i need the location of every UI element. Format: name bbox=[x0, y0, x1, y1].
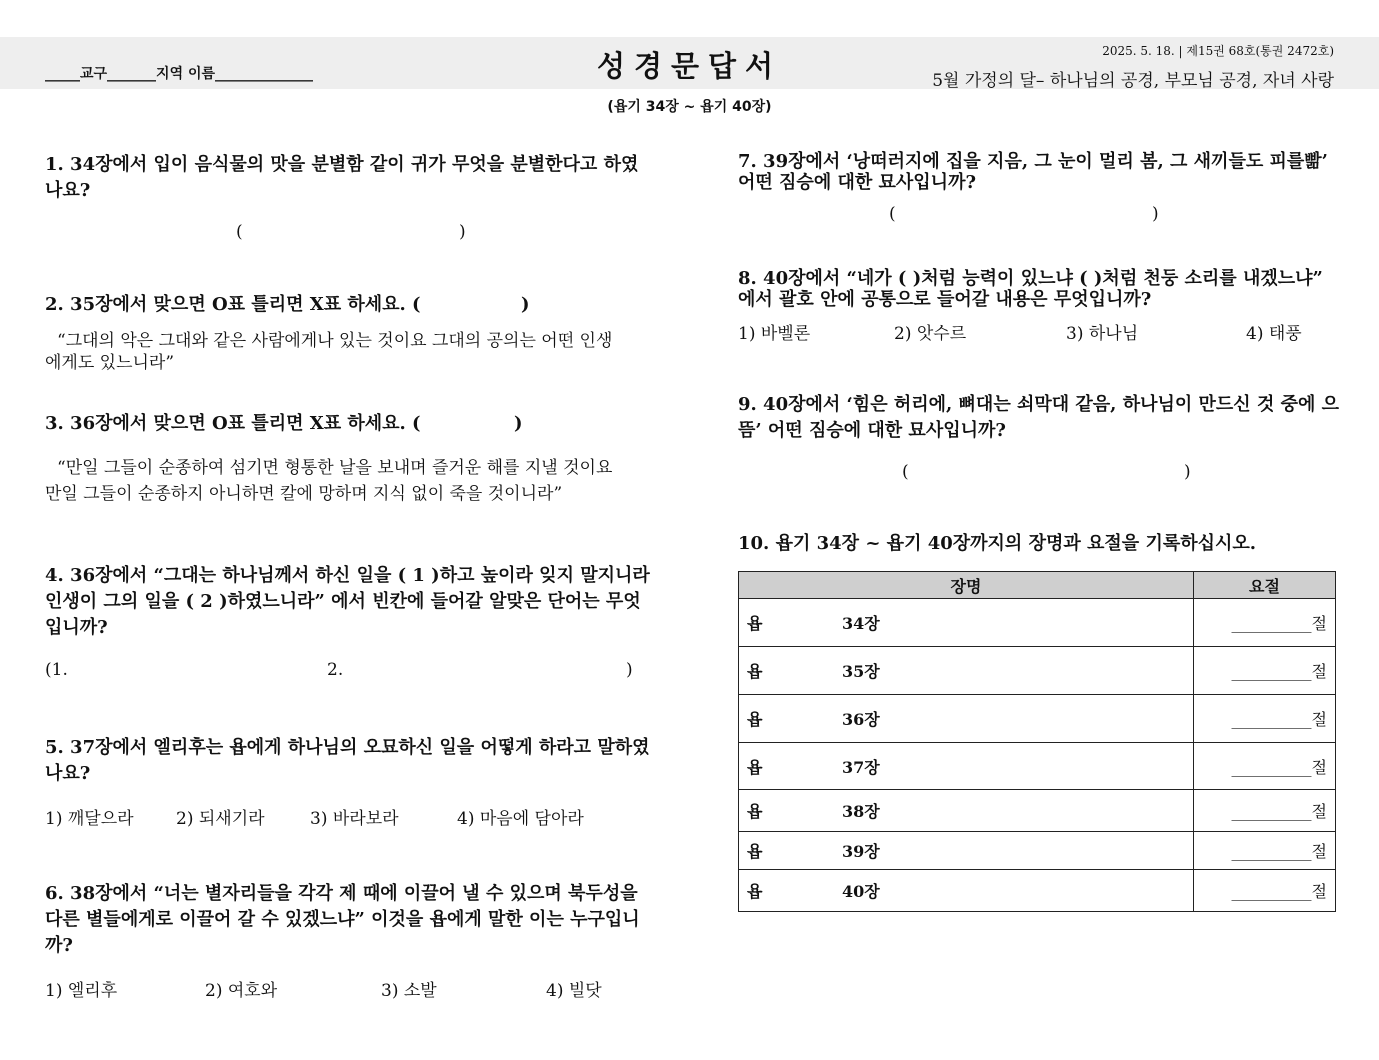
option-6-2[interactable]: 2) 여호와 bbox=[205, 981, 278, 1001]
chapter-label: 36장 bbox=[842, 710, 880, 729]
option-6-3[interactable]: 3) 소발 bbox=[381, 981, 437, 1001]
option-5-2[interactable]: 2) 되새기라 bbox=[176, 809, 265, 829]
question-10: 10. 욥기 34장 ~ 욥기 40장까지의 장명과 요절을 기록하십시오. bbox=[738, 533, 1257, 554]
table-row bbox=[739, 695, 1336, 743]
answer-1-close: ) bbox=[459, 222, 466, 242]
book-label: 욥 bbox=[747, 802, 763, 821]
table-row bbox=[739, 832, 1336, 870]
book-label: 욥 bbox=[747, 882, 763, 901]
chapter-label: 34장 bbox=[842, 614, 880, 633]
option-5-1[interactable]: 1) 깨달으라 bbox=[45, 809, 134, 829]
book-label: 욥 bbox=[747, 710, 763, 729]
options-8 bbox=[738, 319, 1302, 344]
chapter-name-cell bbox=[739, 790, 1194, 832]
question-1-line1: 1. 34장에서 입이 음식물의 맛을 분별함 같이 귀가 무엇을 분별한다고 하였 bbox=[45, 154, 639, 175]
chapter-label: 40장 bbox=[842, 882, 880, 901]
quote-3-line2: 만일 그들이 순종하지 아니하면 칼에 망하며 지식 없이 죽을 것이니라” bbox=[45, 484, 563, 504]
option-8-4[interactable]: 4) 태풍 bbox=[1246, 324, 1302, 344]
answer-7-close: ) bbox=[1152, 204, 1159, 224]
answer-4-close: ) bbox=[626, 660, 633, 680]
book-label: 욥 bbox=[747, 662, 763, 681]
verse-field[interactable]: __________절 bbox=[1194, 832, 1336, 870]
answer-2-close: ) bbox=[521, 294, 530, 315]
question-6-line3: 까? bbox=[45, 935, 73, 956]
month-theme: 5월 가정의 달– 하나님의 공경, 부모님 공경, 자녀 사랑 bbox=[932, 71, 1334, 91]
quote-3 bbox=[45, 455, 612, 507]
verse-field[interactable]: __________절 bbox=[1194, 647, 1336, 695]
question-5-line1: 5. 37장에서 엘리후는 욥에게 하나님의 오묘하신 일을 어떻게 하라고 말하였 bbox=[45, 737, 650, 758]
chapter-verse-table bbox=[738, 571, 1336, 912]
question-8 bbox=[738, 268, 1323, 310]
question-7-line2: 어떤 짐승에 대한 묘사입니까? bbox=[738, 172, 977, 193]
question-7 bbox=[738, 151, 1328, 193]
question-8-line1: 8. 40장에서 “네가 ( )처럼 능력이 있느냐 ( )처럼 천둥 소리를 내겠느냐” bbox=[738, 268, 1323, 289]
book-label: 욥 bbox=[747, 614, 763, 633]
question-2: 2. 35장에서 맞으면 O표 틀리면 X표 하세요. ( bbox=[45, 294, 421, 315]
name-fields: _____교구_______지역 이름______________ bbox=[45, 66, 314, 82]
answer-9-close: ) bbox=[1184, 462, 1191, 482]
table-row bbox=[739, 743, 1336, 790]
quote-2-line1: “그대의 악은 그대와 같은 사람에게나 있는 것이요 그대의 공의는 어떤 인생 bbox=[57, 331, 613, 351]
question-9 bbox=[738, 392, 1339, 444]
question-4-line2: 인생이 그의 일을 ( 2 )하였느니라” 에서 빈칸에 들어갈 알맞은 단어는 무엇 bbox=[45, 591, 641, 612]
question-1 bbox=[45, 152, 638, 204]
page-title: 성경문답서 bbox=[596, 49, 783, 83]
column-header-name: 장명 bbox=[739, 572, 1194, 599]
option-8-1[interactable]: 1) 바벨론 bbox=[738, 324, 811, 344]
chapter-name-cell bbox=[739, 870, 1194, 912]
question-5-line2: 나요? bbox=[45, 763, 91, 784]
question-4 bbox=[45, 563, 650, 641]
quote-2 bbox=[45, 330, 612, 374]
table-row bbox=[739, 647, 1336, 695]
quote-3-line1: “만일 그들이 순종하여 섬기면 형통한 날을 보내며 즐거운 해를 지낼 것이요 bbox=[57, 458, 613, 478]
answer-7-open: ( bbox=[889, 204, 896, 224]
answer-3-close: ) bbox=[514, 413, 523, 434]
question-6-line1: 6. 38장에서 “너는 별자리들을 각각 제 때에 이끌어 낼 수 있으며 북두성을 bbox=[45, 883, 638, 904]
question-9-line1: 9. 40장에서 ‘힘은 허리에, 뼈대는 쇠막대 같음, 하나님이 만드신 것 중에 으 bbox=[738, 394, 1340, 415]
option-6-4[interactable]: 4) 빌닷 bbox=[546, 981, 602, 1001]
question-3: 3. 36장에서 맞으면 O표 틀리면 X표 하세요. ( bbox=[45, 413, 421, 434]
options-5 bbox=[45, 804, 584, 829]
chapter-name-cell bbox=[739, 743, 1194, 790]
question-6-line2: 다른 별들에게로 이끌어 갈 수 있겠느냐” 이것을 욥에게 말한 이는 누구입니 bbox=[45, 909, 640, 930]
issue-info: 2025. 5. 18. | 제15권 68호(통권 2472호) bbox=[1102, 44, 1334, 58]
chapter-name-cell bbox=[739, 599, 1194, 647]
option-8-2[interactable]: 2) 앗수르 bbox=[894, 324, 967, 344]
book-label: 욥 bbox=[747, 757, 763, 777]
verse-field[interactable]: __________절 bbox=[1194, 790, 1336, 832]
chapter-label: 38장 bbox=[842, 802, 880, 821]
table-row bbox=[739, 870, 1336, 912]
table-row bbox=[739, 599, 1336, 647]
verse-field[interactable]: __________절 bbox=[1194, 599, 1336, 647]
chapter-name-cell bbox=[739, 695, 1194, 743]
column-header-verse: 요절 bbox=[1194, 572, 1336, 599]
book-label: 욥 bbox=[747, 842, 763, 861]
answer-4-blank2: 2. bbox=[327, 660, 344, 680]
question-5 bbox=[45, 735, 650, 787]
chapter-label: 35장 bbox=[842, 662, 880, 681]
answer-9-open: ( bbox=[902, 462, 909, 482]
verse-field[interactable]: __________절 bbox=[1194, 870, 1336, 912]
question-6 bbox=[45, 881, 640, 959]
question-4-line1: 4. 36장에서 “그대는 하나님께서 하신 일을 ( 1 )하고 높이라 잊지 말지니라 bbox=[45, 565, 650, 586]
option-8-3[interactable]: 3) 하나님 bbox=[1066, 324, 1139, 344]
option-6-1[interactable]: 1) 엘리후 bbox=[45, 981, 118, 1001]
options-6 bbox=[45, 976, 602, 1001]
chapter-name-cell bbox=[739, 832, 1194, 870]
question-7-line1: 7. 39장에서 ‘낭떠러지에 집을 지음, 그 눈이 멀리 봄, 그 새끼들도 피를빪’ bbox=[738, 151, 1328, 172]
question-1-line2: 나요? bbox=[45, 180, 91, 201]
subtitle: (욥기 34장 ~ 욥기 40장) bbox=[607, 99, 772, 115]
verse-field[interactable]: __________절 bbox=[1194, 743, 1336, 790]
chapter-label: 39장 bbox=[842, 842, 880, 861]
answer-4-blank1: (1. bbox=[45, 660, 68, 680]
question-4-line3: 입니까? bbox=[45, 617, 108, 638]
chapter-name-cell bbox=[739, 647, 1194, 695]
option-5-4[interactable]: 4) 마음에 담아라 bbox=[457, 809, 584, 829]
verse-field[interactable]: __________절 bbox=[1194, 695, 1336, 743]
table-row bbox=[739, 790, 1336, 832]
chapter-label: 37장 bbox=[842, 757, 880, 777]
question-9-line2: 뜸’ 어떤 짐승에 대한 묘사입니까? bbox=[738, 420, 1006, 441]
answer-1-open: ( bbox=[236, 222, 243, 242]
quote-2-line2: 에게도 있느니라” bbox=[45, 353, 175, 373]
option-5-3[interactable]: 3) 바라보라 bbox=[310, 809, 399, 829]
question-8-line2: 에서 괄호 안에 공통으로 들어갈 내용은 무엇입니까? bbox=[738, 289, 1152, 310]
